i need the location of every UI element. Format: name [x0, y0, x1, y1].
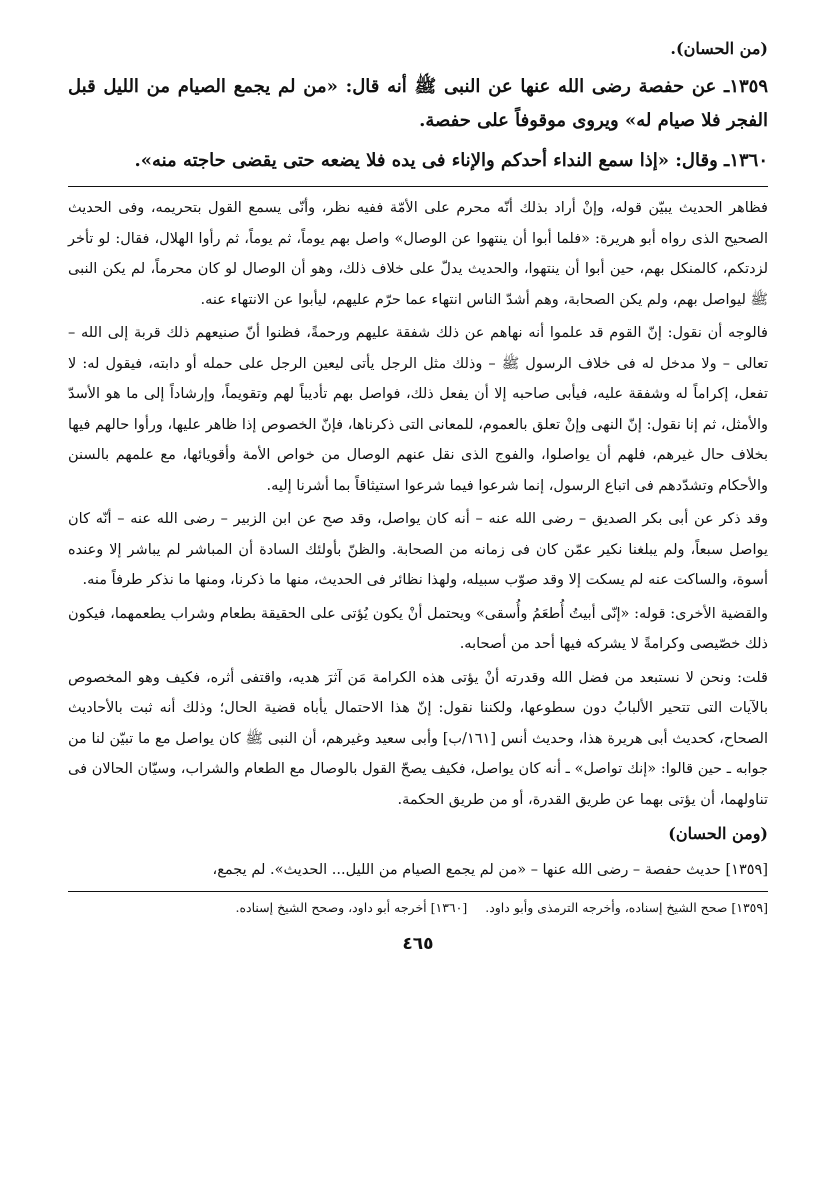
section-label-min-al-hasan: (ومن الحسان) [668, 824, 768, 843]
section-label-hasan: (من الحسان). [670, 39, 768, 58]
footnote-divider [68, 891, 768, 892]
commentary-paragraph: فالوجه أن نقول: إنّ القوم قد علموا أنه نهاهم عن ذلك شفقة عليهم ورحمةً، فظنوا أنّ صنيعهم ذلك قربة إلى الله – تعالى – ولا مدخل له فى خلاف الرسول ﷺ – وذلك مثل الرجل يأتى ليعين الرجل على حمله أو دابته، فيقول له: لا تفعل، إكراماً له وشفقة عليه، فيأبى صاحبه إلا أن يفعل ذلك، فواصل بهم تأديباً لهم وتقويماً، وإرشاداً إلى ما هو الأسدّ والأمثل، ثم إنا نقول: إنّ النهى وإنْ تعلق بالعموم، للمعانى التى ذكرناها، فإنّ الخصوص إذا ظاهر عليها، ورأوا حالهم فيها بخلاف حال غيرهم، فلهم أن يواصلوا، والفوج الذى نقل عنهم الوصال من خواص الأمة وأقويائها، مع علمهم بالسنن والأحكام وتشدّدهم فى اتباع الرسول، إنما شرعوا فيما شرعوا استيثاقاً بما أشرنا إليه. [68, 325, 768, 494]
page-number: ٤٦٥ [402, 934, 434, 954]
commentary-paragraph: فظاهر الحديث يبيّن قوله، وإنْ أراد بذلك أنّه محرم على الأمّة ففيه نظر، وأنّى يسمع القول بتحريمه، وفى الحديث الصحيح الذى رواه أبو هريرة: «فلما أبوا أن ينتهوا عن الوصال» واصل بهم يوماً، ثم يوماً، ثم رأوا الهلال، فقال: لو تأخر لزدتكم، كالمنكل بهم، حين أبوا أن ينتهوا، والحديث يدلّ على خلاف ذلك، وهو أن الوصال لو كان محرماً، لم يكن النبى ﷺ ليواصل بهم، ولم يكن الصحابة، وهم أشدّ الناس انتهاء عما حرّم عليهم، ليأبوا عن الانتهاء عنه. [68, 200, 768, 308]
divider-rule [68, 186, 768, 187]
commentary-paragraph: قلت: ونحن لا نستبعد من فضل الله وقدرته أنْ يؤتى هذه الكرامة مَن آثرَ هديه، واقتفى أثره، فكيف وهو المخصوص بالآيات التى تتحير الألبابُ دون سطوعها، ولكننا نقول: إنّ هذا الاحتمال يأباه قضية الحال؛ وذلك أنه ثبت بالأحاديث الصحاح، كحديث أبى هريرة هذا، وحديث أنس [١٦١/ب] وأبى سعيد وغيرهم، أن النبى ﷺ كان يواصل مع ما تبيّن لنا من جوابه ـ حين قالوا: «إنك تواصل» ـ أنه كان يواصل، فكيف يصحّ القول بالوصال مع الطعام والشراب، وسيّان الحالان فى تناولهما، أن يؤتى بهما عن طريق القدرة، أو من طريق الحكمة. [68, 669, 768, 808]
commentary-block [68, 193, 768, 815]
footnotes [68, 896, 768, 920]
book-page [68, 30, 768, 954]
hadith-1360: ١٣٦٠ـ وقال: «إذا سمع النداء أحدكم والإناء فى يده فلا يضعه حتى يقضى حاجته منه». [134, 150, 768, 171]
hadith-1359: ١٣٥٩ـ عن حفصة رضى الله عنها عن النبى ﷺ أنه قال: «من لم يجمع الصيام من الليل قبل الفجر فلا صيام له» ويروى موقوفاً على حفصة. [68, 76, 768, 131]
commentary-paragraph: وقد ذكر عن أبى بكر الصديق – رضى الله عنه – أنه كان يواصل، وقد صح عن ابن الزبير – رضى الله عنه – أنّه كان يواصل سبعاً، ولم يبلغنا نكير عمّن كان فى زمانه من الصحابة. والظنّ بأولئك السادة أن المباشر لم يباشر إلا وعنده أسوة، والساكت عنه لم يسكت إلا وقد صوّب سبيله، ولهذا نظائر فى الحديث، منها ما ذكرنا، ومنها ما نذكر طرفاً منه. [68, 511, 768, 588]
footnote-1360: [١٣٦٠] أخرجه أبو داود، وصحح الشيخ إسناده. [235, 900, 468, 915]
footnote-1359: [١٣٥٩] صحح الشيخ إسناده، وأخرجه الترمذى وأبو داود. [485, 900, 768, 915]
hadith-reference-line: [١٣٥٩] حديث حفصة – رضى الله عنها – «من لم يجمع الصيام من الليل... الحديث». لم يجمع، [212, 862, 768, 878]
commentary-paragraph: والقضية الأخرى: قوله: «إنّى أبيتُ أُطعَمُ وأُسقى» ويحتمل أنْ يكون يُؤتى على الحقيقة بطعام وشراب يطعمهما، فيكون ذلك خصّيصى وكرامةً لا يشركه فيها أحد من أصحابه. [68, 605, 768, 652]
